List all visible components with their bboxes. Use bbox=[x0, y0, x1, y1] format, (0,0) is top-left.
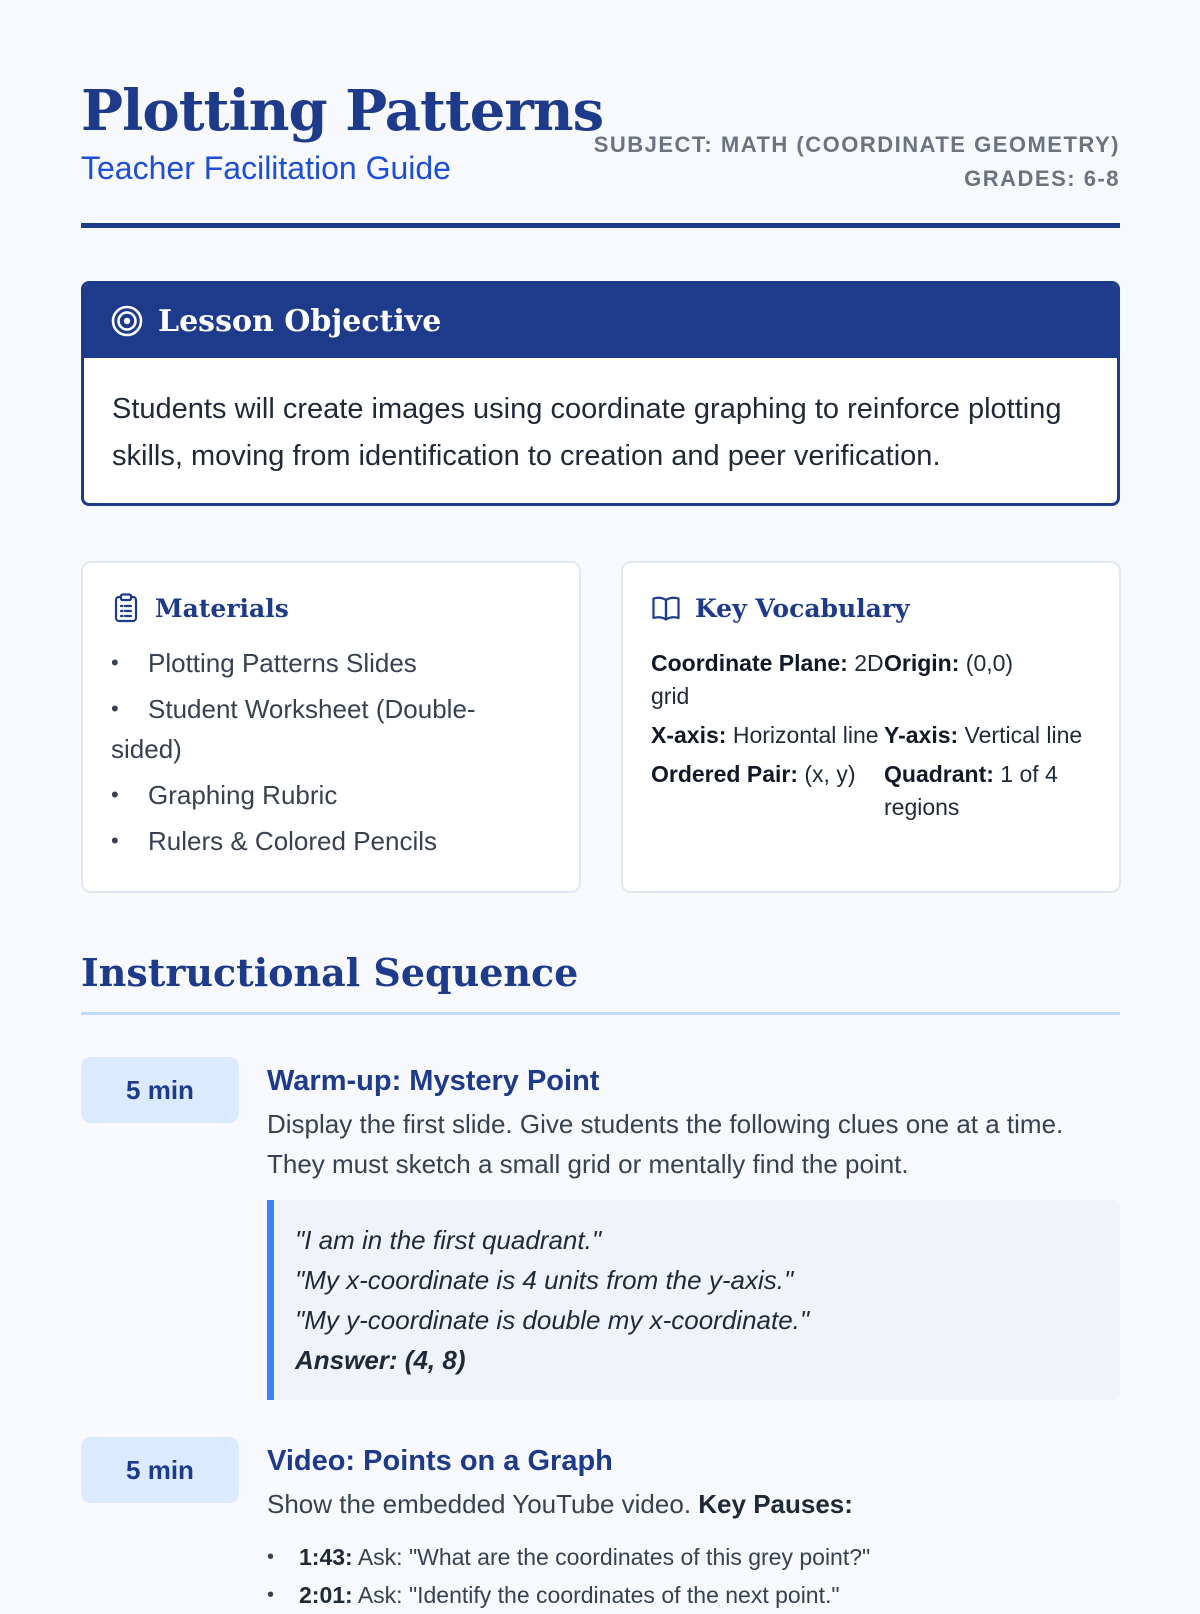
vocab-term-name: Origin: bbox=[884, 650, 960, 676]
key-pauses-label: Key Pauses: bbox=[698, 1489, 853, 1519]
book-icon bbox=[651, 593, 681, 623]
objective-header bbox=[84, 284, 1117, 358]
section-divider bbox=[81, 1012, 1120, 1015]
materials-header bbox=[111, 593, 289, 623]
lesson-meta bbox=[594, 128, 1120, 196]
vocab-term-name: Ordered Pair: bbox=[651, 761, 798, 787]
clue-line: "My x-coordinate is 4 units from the y-axis." bbox=[295, 1265, 794, 1295]
vocab-term-definition: Horizontal line bbox=[732, 722, 879, 748]
page-header bbox=[81, 0, 1120, 228]
list-item: • Rulers & Colored Pencils bbox=[111, 821, 511, 861]
list-item: • Plotting Patterns Slides bbox=[111, 643, 511, 683]
materials-list bbox=[111, 643, 511, 867]
vocab-term-name: X-axis: bbox=[651, 722, 727, 748]
pause-prompt: Ask: "Identify the coordinates of the next point." bbox=[357, 1582, 840, 1608]
objective-text: Students will create images using coordinate graphing to reinforce plotting skills, moving from identification to creation and peer verification. bbox=[112, 393, 1062, 472]
time-badge: 5 min bbox=[81, 1057, 239, 1123]
target-icon bbox=[110, 304, 144, 338]
step-content bbox=[267, 1437, 1120, 1614]
list-item bbox=[267, 1576, 1120, 1614]
sequence-title: Instructional Sequence bbox=[81, 950, 579, 995]
materials-title: Materials bbox=[155, 593, 289, 623]
step-description bbox=[267, 1484, 1120, 1524]
vocab-term-name: Y-axis: bbox=[884, 722, 959, 748]
grades-label: GRADES: 6-8 bbox=[964, 166, 1120, 191]
step-description: Display the first slide. Give students the following clues one at a time. They must sketch a small grid or mentally find the point. bbox=[267, 1109, 1064, 1179]
vocabulary-header bbox=[651, 593, 910, 623]
page-title: Plotting Patterns bbox=[81, 78, 604, 144]
list-item: • Graphing Rubric bbox=[111, 775, 511, 815]
materials-card bbox=[81, 561, 581, 893]
pause-prompt: Ask: "What are the coordinates of this grey point?" bbox=[357, 1544, 871, 1570]
pause-timestamp: 2:01: bbox=[299, 1582, 353, 1608]
vocab-term-definition: 2D grid bbox=[651, 650, 884, 709]
vocabulary-title: Key Vocabulary bbox=[695, 593, 910, 623]
clue-callout bbox=[267, 1200, 1120, 1400]
step-title: Video: Points on a Graph bbox=[267, 1445, 613, 1477]
vocab-term bbox=[884, 758, 1101, 824]
pause-timestamp: 1:43: bbox=[299, 1544, 353, 1570]
objective-card bbox=[81, 281, 1120, 506]
list-item bbox=[267, 1538, 1120, 1576]
list-item: • Student Worksheet (Double-sided) bbox=[111, 689, 511, 769]
vocab-term bbox=[884, 719, 1101, 752]
vocab-term bbox=[651, 719, 884, 752]
subject-label: SUBJECT: MATH (COORDINATE GEOMETRY) bbox=[593, 132, 1120, 157]
vocab-term-definition: Vertical line bbox=[964, 722, 1083, 748]
clue-line: "I am in the first quadrant." bbox=[295, 1225, 602, 1255]
vocab-term-definition: 1 of 4 regions bbox=[884, 761, 1058, 820]
clue-answer: Answer: (4, 8) bbox=[295, 1345, 466, 1375]
vocab-term-definition: (0,0) bbox=[965, 650, 1014, 676]
step-content bbox=[267, 1057, 1120, 1400]
step-description-text: Show the embedded YouTube video. bbox=[267, 1489, 692, 1519]
vocabulary-card bbox=[621, 561, 1121, 893]
page-subtitle: Teacher Facilitation Guide bbox=[81, 150, 451, 186]
time-badge: 5 min bbox=[81, 1437, 239, 1503]
vocab-term bbox=[651, 758, 884, 824]
clipboard-icon bbox=[111, 593, 141, 623]
vocab-term bbox=[884, 647, 1101, 713]
facilitation-guide bbox=[81, 0, 1120, 1608]
step-title: Warm-up: Mystery Point bbox=[267, 1065, 600, 1097]
vocab-term-name: Coordinate Plane: bbox=[651, 650, 848, 676]
objective-title: Lesson Objective bbox=[158, 303, 442, 339]
key-pauses-list bbox=[267, 1538, 1120, 1614]
vocab-term bbox=[651, 647, 884, 713]
vocab-term-definition: (x, y) bbox=[804, 761, 856, 787]
vocabulary-grid bbox=[651, 647, 1101, 824]
vocab-term-name: Quadrant: bbox=[884, 761, 994, 787]
clue-line: "My y-coordinate is double my x-coordinate." bbox=[295, 1305, 810, 1335]
